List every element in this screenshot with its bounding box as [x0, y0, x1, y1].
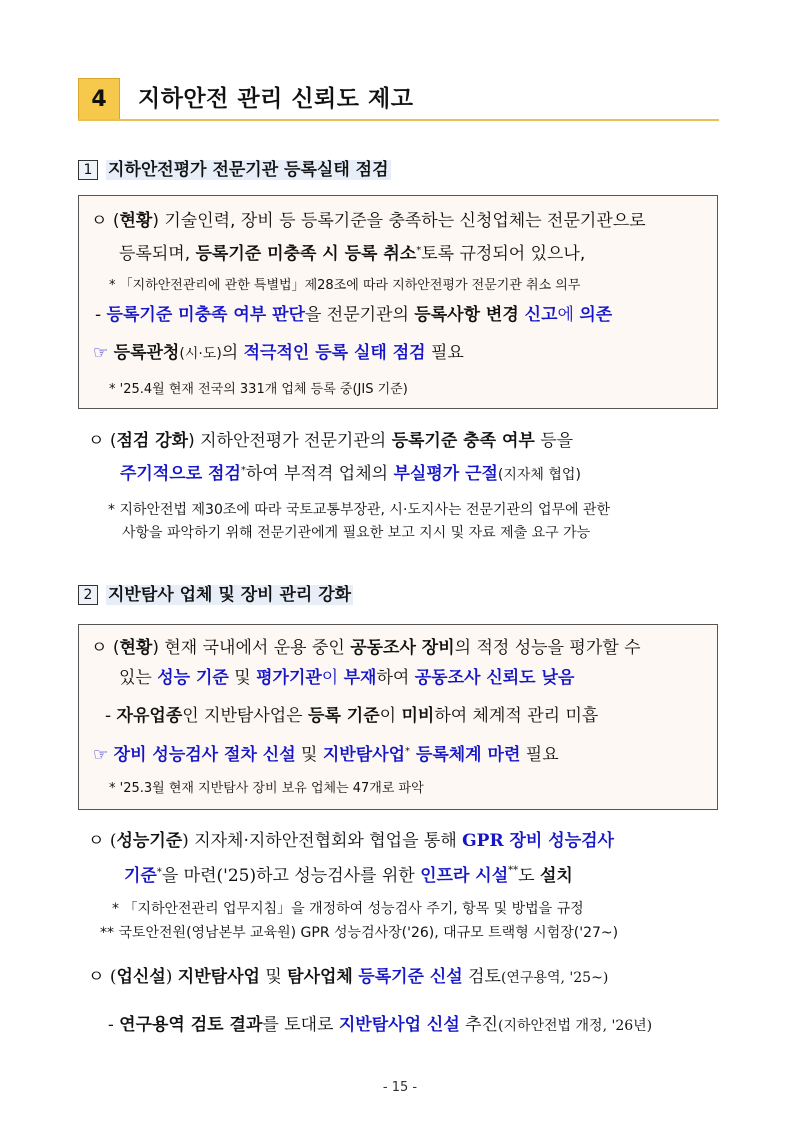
- box1-line2: 등록되며, 등록기준 미충족 시 등록 취소*토록 규정되어 있으나,: [119, 244, 586, 264]
- subsection-1-title: 지하안전평가 전문기관 등록실태 점검: [108, 160, 389, 180]
- sub1-footnote-line1: * 지하안전법 제30조에 따라 국토교통부장관, 시·도지사는 전문기관의 업무에 관한: [108, 502, 611, 518]
- box2-line3: - 자유업종인 지반탐사업은 등록 기준이 미비하여 체계적 관리 미흡: [105, 706, 599, 726]
- sub2-footnote2: ** 국토안전원(영남본부 교육원) GPR 성능검사장('26), 대규모 트랙형 시험장('27~): [100, 925, 619, 941]
- subsection-2-number: 2: [78, 585, 98, 605]
- box1-line1: ㅇ (현황) 기술인력, 장비 등 등록기준을 충족하는 신청업체는 전문기관으로: [91, 211, 646, 231]
- sub1-footnote-line2: 사항을 파악하기 위해 전문기관에게 필요한 보고 지시 및 자료 제출 요구 가능: [122, 525, 591, 541]
- status-box-2: [78, 624, 718, 810]
- box2-line2: 있는 성능 기준 및 평가기관이 부재하여 공동조사 신뢰도 낮음: [119, 668, 575, 688]
- box2-line4: ☞ 장비 성능검사 절차 신설 및 지반탐사업* 등록체계 마련 필요: [93, 745, 559, 765]
- box1-footnote2: * '25.4월 현재 전국의 331개 업체 등록 중(JIS 기준): [109, 382, 408, 397]
- sub1-para1-line1: ㅇ (점검 강화) 지하안전평가 전문기관의 등록기준 충족 여부 등을: [88, 431, 574, 451]
- sub1-para1-line2: 주기적으로 점검*하여 부적격 업체의 부실평가 근절(지자체 협업): [120, 464, 581, 484]
- status-box-1: [78, 195, 718, 409]
- section-number-badge: [78, 78, 120, 120]
- sub2-para1-line1: ㅇ (성능기준) 지자체·지하안전협회와 협업을 통해 GPR 장비 성능검사: [88, 831, 614, 851]
- subsection-2-title: 지반탐사 업체 및 장비 관리 강화: [108, 585, 352, 605]
- sub2-para3: - 연구용역 검토 결과를 토대로 지반탐사업 신설 추진(지하안전법 개정, '26년): [108, 1015, 653, 1035]
- section-divider: [78, 119, 719, 121]
- box2-line1: ㅇ (현황) 현재 국내에서 운용 중인 공동조사 장비의 적정 성능을 평가할 수: [91, 638, 641, 658]
- section-number: 4: [91, 86, 107, 112]
- box1-line4: ☞ 등록관청(시·도)의 적극적인 등록 실태 점검 필요: [93, 343, 464, 363]
- subsection-1-heading: [78, 155, 391, 180]
- box1-footnote1: * 「지하안전관리에 관한 특별법」제28조에 따라 지하안전평가 전문기관 취소 의무: [109, 278, 581, 293]
- page-number: - 15 -: [382, 1080, 418, 1095]
- box1-line3: - 등록기준 미충족 여부 판단을 전문기관의 등록사항 변경 신고에 의존: [95, 305, 613, 325]
- subsection-1-number: 1: [78, 160, 98, 180]
- box2-footnote: * '25.3월 현재 지반탐사 장비 보유 업체는 47개로 파악: [109, 781, 424, 796]
- section-title: 지하안전 관리 신뢰도 제고: [138, 86, 414, 112]
- sub2-para1-line2: 기준*을 마련('25)하고 성능검사를 위한 인프라 시설**도 설치: [124, 865, 573, 886]
- sub2-para2: ㅇ (업신설) 지반탐사업 및 탐사업체 등록기준 신설 검토(연구용역, '25~): [88, 967, 609, 987]
- subsection-2-heading: [78, 580, 353, 605]
- sub2-footnote1: * 「지하안전관리 업무지침」을 개정하여 성능검사 주기, 항목 및 방법을 규정: [112, 901, 584, 917]
